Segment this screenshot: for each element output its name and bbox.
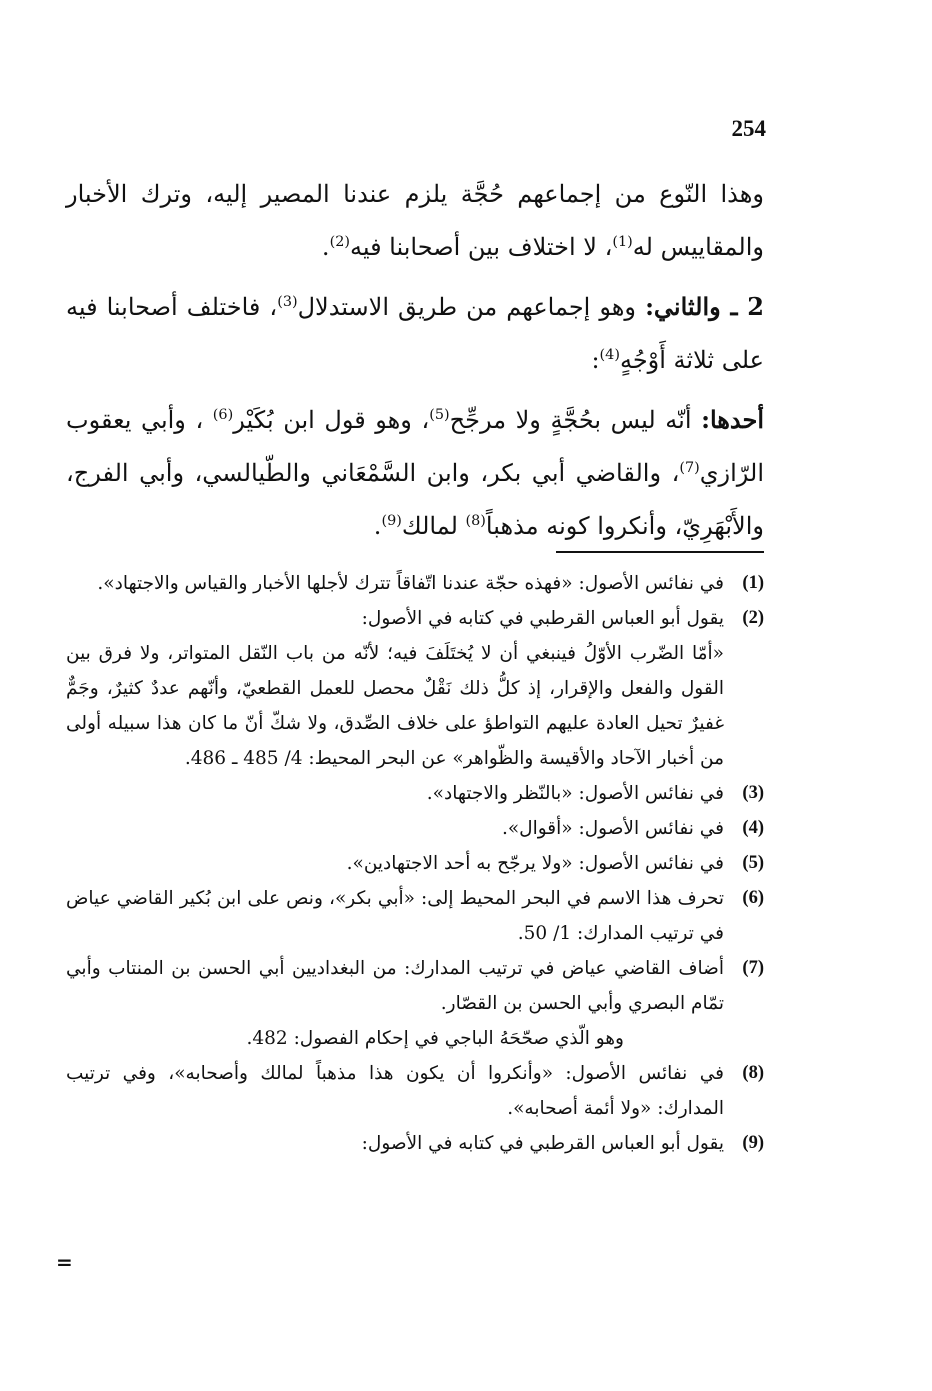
footnote-2: [66, 601, 764, 776]
footnote-ref-3[interactable]: (3): [277, 294, 298, 310]
footnote-1: [66, 566, 764, 601]
main-text: [66, 168, 764, 559]
continuation-mark: =: [56, 1250, 73, 1274]
paragraph-3: أحدها: أنّه ليس بحُجَّةٍ ولا مرجِّح$^{(5)}$، وهو قول ابن بُكَيْر$^{(6)}$ ، وأبي يعقوب الرّازي$^{(7)}$، والقاضي أبي بكر، وابن السَّمْعَاني والطّيالسي، وأبي الفرج، والأَبْهَرِيّ، وأنكروا كونه مذهباً$^{(8)}$ لمالك$^{(9)}$.: [66, 405, 765, 540]
footnote-number: (2): [742, 608, 764, 628]
footnote-ref-1[interactable]: (1): [612, 234, 633, 250]
footnote-text: في نفائس الأصول: «فهذه حجّة عندنا اتّفاقاً تترك لأجلها الأخبار والقياس والاجتهاد».: [97, 573, 724, 594]
footnote-ref-7[interactable]: (7): [679, 460, 700, 476]
footnote-number: (4): [742, 818, 764, 838]
paragraph-2: 2 ـ والثاني: وهو إجماعهم من طريق الاستدلال$^{(3)}$، فاختلف أصحابنا فيه على ثلاثة أَوْجُهٍ$^{(4)}$:: [66, 292, 764, 374]
footnote-quote: «أمّا الضّرب الأوّلُ فينبغي أن لا يُختَلَفَ فيه؛ لأنّه من باب النّقل المتواتر، ولا فرق بين القول والفعل والإقرار، إذ كلُّ ذلك نَقْلٌ محصل للعمل القطعيّ، وأنّهم عددٌ كثيرٌ، وجَمٌّ غفيرٌ تحيل العادة عليهم التواطؤ على خلاف الصِّدق، ولا شكّ أنّ ما كان هذا سبيله أولى من أخبار الآحاد والأقيسة والظّواهر» عن البحر المحيط: 4/ 485 ـ 486.: [66, 643, 724, 769]
footnote-ref-6[interactable]: (6): [212, 407, 234, 423]
section-lead-second: 2 ـ والثاني:: [645, 292, 764, 321]
footnote-text: أضاف القاضي عياض في ترتيب المدارك: من البغداديين أبي الحسن بن المنتاب وأبي تمّام البصري وأبي الحسن بن القصّار.: [66, 958, 724, 1014]
footnotes: [66, 566, 764, 1161]
section-lead-first: أحدها:: [701, 405, 765, 434]
footnote-6: [66, 881, 764, 951]
footnote-text-continued: وهو الّذي صحّحَهُ الباجي في إحكام الفصول: 482.: [246, 1028, 624, 1049]
footnote-number: (1): [742, 573, 764, 593]
footnote-text: يقول أبو العباس القرطبي في كتابه في الأصول:: [361, 1133, 724, 1154]
footnote-number: (9): [742, 1133, 764, 1153]
footnote-text: يقول أبو العباس القرطبي في كتابه في الأصول:: [361, 608, 724, 629]
footnote-text: في نفائس الأصول: «وأنكروا أن يكون هذا مذهباً لمالك وأصحابه»، وفي ترتيب المدارك: «ولا أئمة أصحابه».: [66, 1063, 724, 1119]
footnote-ref-5[interactable]: (5): [429, 407, 450, 423]
footnote-ref-4[interactable]: (4): [599, 347, 620, 363]
footnote-5: [66, 846, 764, 881]
footnote-ref-8[interactable]: (8): [465, 513, 486, 529]
footnote-separator: [556, 551, 764, 553]
footnote-7: [66, 951, 764, 1056]
footnote-ref-9[interactable]: (9): [381, 513, 402, 529]
footnote-number: (6): [742, 888, 764, 908]
footnote-text: في نفائس الأصول: «أقوال».: [501, 818, 724, 839]
footnote-number: (8): [742, 1063, 764, 1083]
footnote-number: (7): [742, 958, 764, 978]
footnote-9: [66, 1126, 764, 1161]
footnote-ref-2[interactable]: (2): [329, 234, 350, 250]
footnote-text: في نفائس الأصول: «بالنّظر والاجتهاد».: [426, 783, 724, 804]
footnote-3: [66, 776, 764, 811]
footnote-8: [66, 1056, 764, 1126]
footnote-number: (3): [742, 783, 764, 803]
paragraph-1: وهذا النّوع من إجماعهم حُجَّة يلزم عندنا المصير إليه، وترك الأخبار والمقاييس له$^{(1)}$، لا اختلاف بين أصحابنا فيه$^{(2)}$.: [66, 180, 764, 261]
footnote-text: تحرف هذا الاسم في البحر المحيط إلى: «أبي بكر»، ونص على ابن بُكير القاضي عياض في ترتيب المدارك: 1/ 50.: [66, 888, 724, 944]
footnote-text: في نفائس الأصول: «ولا يرجّح به أحد الاجتهادين».: [346, 853, 724, 874]
footnote-number: (5): [742, 853, 764, 873]
footnote-4: [66, 811, 764, 846]
page-number: 254: [731, 116, 766, 141]
